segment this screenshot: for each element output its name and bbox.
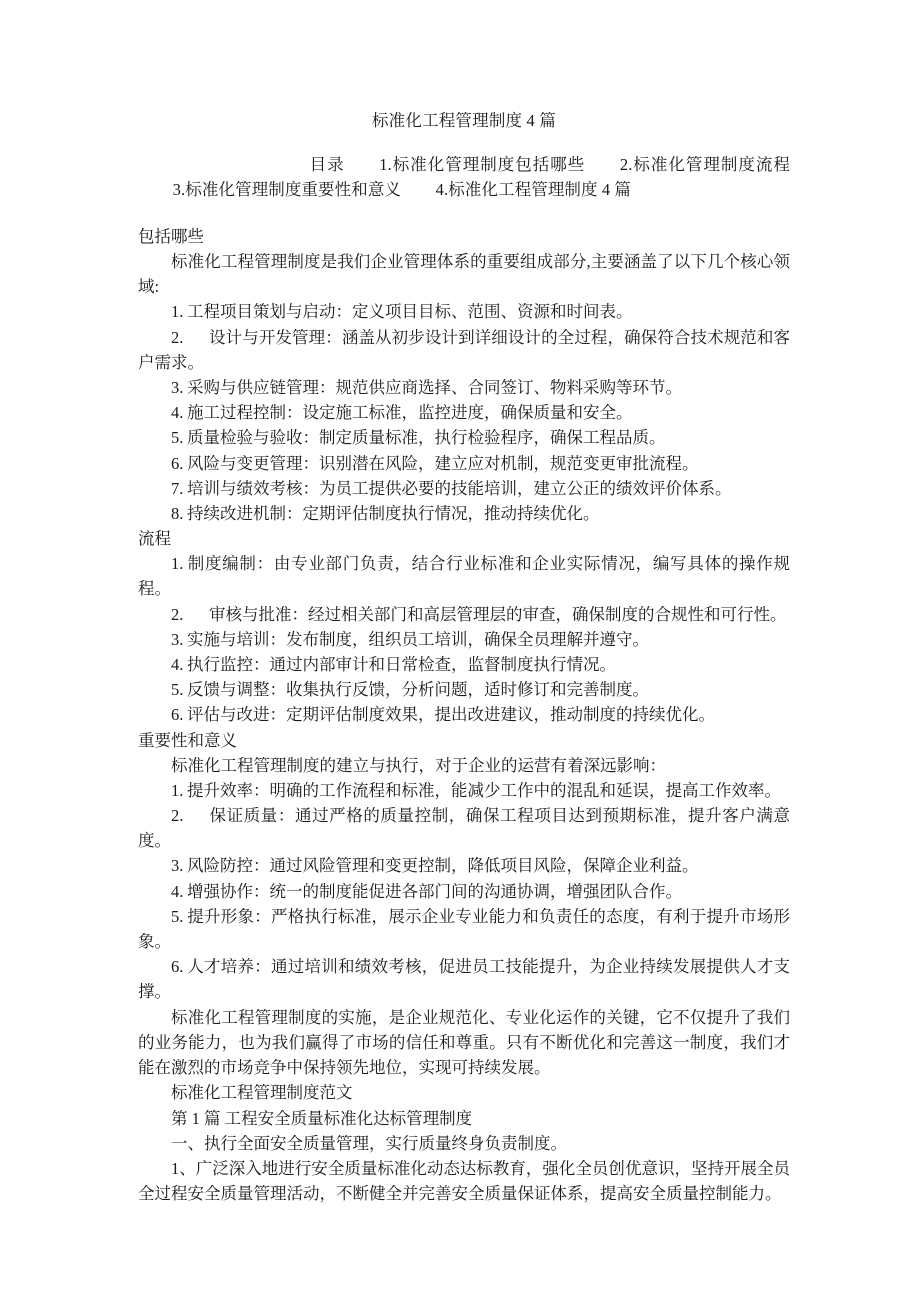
- page-title: 标准化工程管理制度 4 篇: [371, 111, 557, 130]
- toc-entry-1[interactable]: 1.标准化管理制度包括哪些: [379, 155, 586, 174]
- list-item: [138, 325, 790, 375]
- list-item: [138, 853, 790, 878]
- section-intro: 标准化工程管理制度的建立与执行，对于企业的运营有着深远影响：: [171, 755, 666, 775]
- section-include: [138, 224, 790, 526]
- list-item-number: 5.: [171, 680, 184, 700]
- list-item: [138, 879, 790, 904]
- list-item: [138, 425, 790, 450]
- list-item: [138, 602, 790, 627]
- toc-entry-3[interactable]: 3.标准化管理制度重要性和意义: [172, 180, 402, 199]
- list-item-text: 人才培养：通过培训和绩效考核，促进员工技能提升，为企业持续发展提供人才支撑。: [138, 957, 790, 1002]
- list-item: [138, 803, 790, 853]
- list-item: [138, 627, 790, 652]
- appendix-heading: 标准化工程管理制度范文: [171, 1083, 353, 1103]
- list-item-number: 3.: [171, 629, 184, 649]
- list-item: [138, 375, 790, 400]
- appendix-paragraph: 1、广泛深入地进行安全质量标准化动态达标教育，强化全员创优意识，坚持开展全员全过程安全质量管理活动，不断健全并完善安全质量保证体系，提高安全质量控制能力。: [138, 1158, 790, 1204]
- list-item-text: 风险与变更管理：识别潜在风险，建立应对机制，规范变更审批流程。: [187, 453, 699, 473]
- list-item: [138, 954, 790, 1004]
- list-item-text: 持续改进机制：定期评估制度执行情况，推动持续优化。: [187, 504, 600, 524]
- section-heading: 重要性和意义: [138, 730, 237, 750]
- list-item-text: 采购与供应链管理：规范供应商选择、合同签订、物料采购等环节。: [187, 378, 682, 398]
- list-item: [138, 299, 790, 324]
- list-item-text: 工程项目策划与启动：定义项目目标、范围、资源和时间表。: [187, 302, 633, 322]
- list-item-text: 施工过程控制：设定施工标准，监控进度，确保质量和安全。: [187, 403, 633, 423]
- list-item-number: 4.: [171, 655, 184, 675]
- list-item-number: 6.: [171, 957, 184, 977]
- document-content: [138, 108, 790, 1206]
- closing-paragraph: 标准化工程管理制度的实施，是企业规范化、专业化运作的关键，它不仅提升了我们的业务能力，也为我们赢得了市场的信任和尊重。只有不断优化和完善这一制度，我们才能在激烈的市场竞争中保持领先地位，实现可持续发展。: [138, 1007, 790, 1078]
- list-item-number: 1.: [171, 780, 184, 800]
- toc-entry-4[interactable]: 4.标准化工程管理制度 4 篇: [435, 180, 632, 199]
- appendix-paragraph: 一、执行全面安全质量管理，实行质量终身负责制度。: [171, 1133, 567, 1153]
- list-item-text: 制度编制：由专业部门负责，结合行业标准和企业实际情况，编写具体的操作规程。: [138, 554, 790, 599]
- section-heading: 包括哪些: [138, 227, 204, 246]
- list-item-text: 设计与开发管理：涵盖从初步设计到详细设计的全过程，确保符合技术规范和客户需求。: [138, 327, 790, 372]
- appendix-section: [138, 1080, 790, 1206]
- appendix-chapter-title: 第 1 篇 工程安全质量标准化达标管理制度: [171, 1108, 473, 1128]
- list-item-number: 5.: [171, 428, 184, 448]
- list-item-number: 8.: [171, 504, 184, 524]
- list-item-number: 2.: [171, 604, 184, 624]
- list-item-number: 2.: [171, 327, 184, 347]
- list-item-text: 执行监控：通过内部审计和日常检查，监督制度执行情况。: [187, 655, 616, 675]
- list-item-number: 4.: [171, 403, 184, 423]
- list-item: [138, 501, 790, 526]
- list-item-text: 培训与绩效考核：为员工提供必要的技能培训，建立公正的绩效评价体系。: [187, 478, 732, 498]
- list-item-number: 1.: [171, 302, 184, 322]
- list-item-text: 风险防控：通过风险管理和变更控制，降低项目风险，保障企业利益。: [187, 856, 699, 876]
- list-item-text: 实施与培训：发布制度，组织员工培训，确保全员理解并遵守。: [187, 629, 649, 649]
- list-item-number: 2.: [171, 806, 184, 826]
- list-item-number: 7.: [171, 478, 184, 498]
- toc-entry-2[interactable]: 2.标准化管理制度流程: [619, 155, 791, 174]
- list-item-number: 3.: [171, 856, 184, 876]
- list-item-text: 反馈与调整：收集执行反馈，分析问题，适时修订和完善制度。: [187, 680, 649, 700]
- section-process: [138, 526, 790, 727]
- section-heading: 流程: [138, 529, 171, 549]
- list-item: [138, 451, 790, 476]
- list-item: [138, 904, 790, 954]
- list-item-text: 审核与批准：经过相关部门和高层管理层的审查，确保制度的合规性和可行性。: [208, 604, 787, 624]
- table-of-contents: [138, 152, 790, 202]
- list-item-text: 质量检验与验收：制定质量标准，执行检验程序，确保工程品质。: [187, 428, 666, 448]
- section-intro: 标准化工程管理制度是我们企业管理体系的重要组成部分,主要涵盖了以下几个核心领域:: [138, 252, 790, 297]
- list-item-number: 5.: [171, 906, 184, 926]
- list-item-text: 评估与改进：定期评估制度效果，提出改进建议，推动制度的持续优化。: [187, 705, 715, 725]
- list-item-number: 1.: [171, 554, 184, 574]
- list-item-number: 3.: [171, 378, 184, 398]
- list-item-text: 提升形象：严格执行标准，展示企业专业能力和负责任的态度，有利于提升市场形象。: [138, 906, 790, 952]
- list-item-text: 保证质量：通过严格的质量控制，确保工程项目达到预期标准，提升客户满意度。: [138, 806, 790, 851]
- list-item-number: 6.: [171, 453, 184, 473]
- toc-label: 目录: [309, 155, 345, 174]
- list-item: [138, 400, 790, 425]
- list-item: [138, 652, 790, 677]
- list-item: [138, 778, 790, 803]
- list-item: [138, 702, 790, 727]
- list-item: [138, 551, 790, 601]
- list-item-text: 提升效率：明确的工作流程和标准，能减少工作中的混乱和延误，提高工作效率。: [187, 780, 781, 800]
- section-importance: [138, 728, 790, 1005]
- list-item: [138, 677, 790, 702]
- list-item-number: 4.: [171, 881, 184, 901]
- list-item-number: 6.: [171, 705, 184, 725]
- list-item-text: 增强协作：统一的制度能促进各部门间的沟通协调，增强团队合作。: [187, 881, 682, 901]
- list-item: [138, 476, 790, 501]
